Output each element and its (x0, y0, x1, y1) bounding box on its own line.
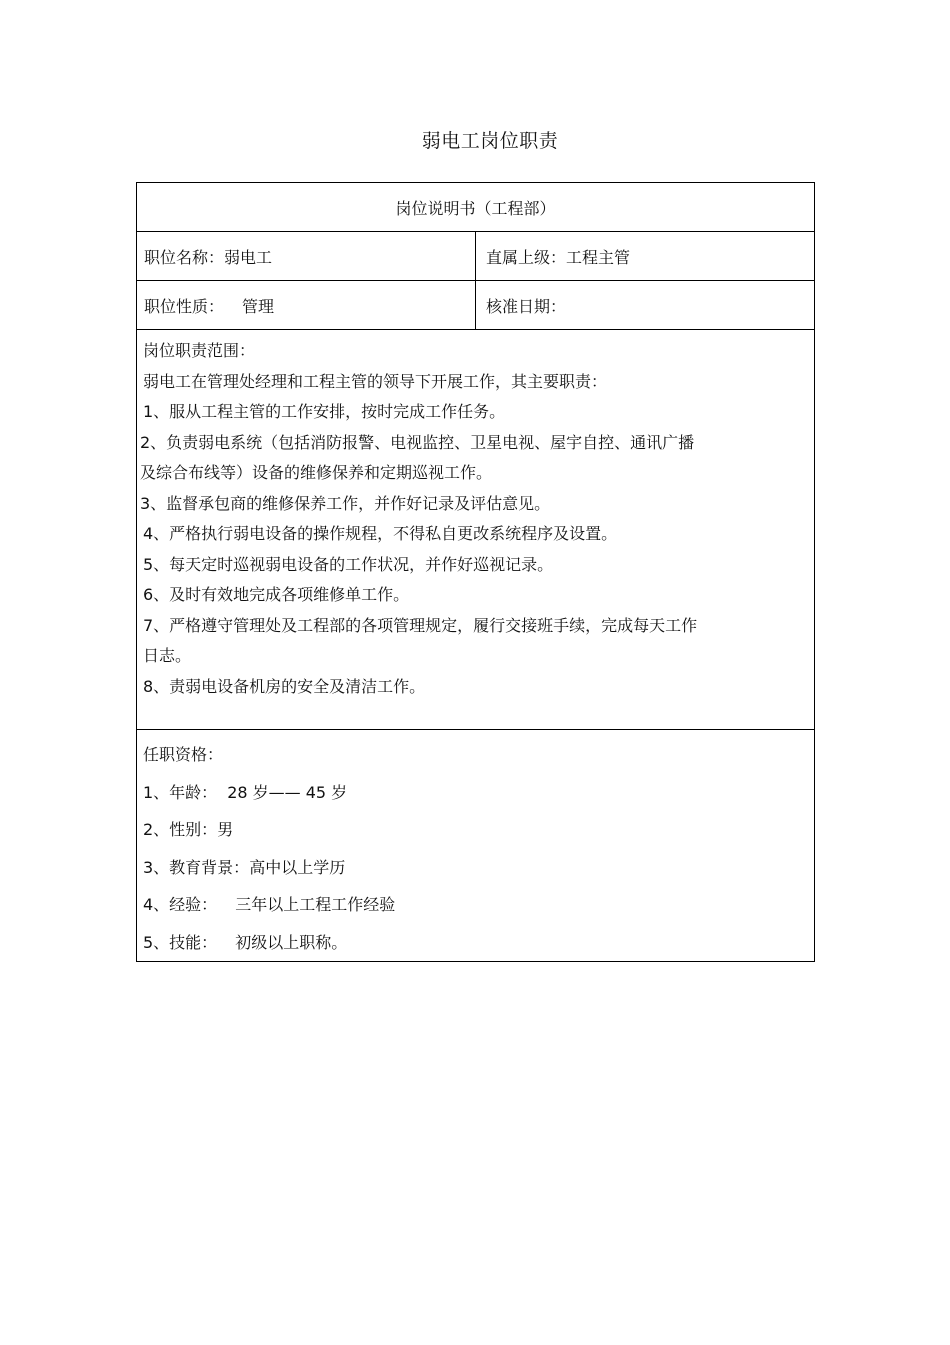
approval-date-cell (475, 281, 814, 330)
skill-value: 初级以上职称。 (235, 932, 348, 952)
qualification-education (143, 849, 807, 887)
qualification-age (143, 774, 807, 812)
supervisor-cell (475, 232, 814, 281)
duties-intro: 弱电工在管理处经理和工程主管的领导下开展工作，其主要职责： (143, 371, 608, 391)
position-name-cell (137, 232, 476, 281)
duty-item: 2、负责弱电系统（包括消防报警、电视监控、卫星电视、屋宇自控、通讯广播 (140, 432, 695, 452)
table-header-row (137, 183, 815, 232)
duty-item: 1、服从工程主管的工作安排，按时完成工作任务。 (143, 402, 506, 421)
supervisor-value: 工程主管 (566, 247, 631, 267)
duty-item: 3、监督承包商的维修保养工作，并作好记录及评估意见。 (140, 493, 551, 513)
qualification-skill (143, 924, 807, 962)
supervisor-label: 直属上级： (485, 247, 566, 267)
qualifications-cell (137, 730, 815, 962)
qualification-gender (143, 811, 807, 849)
table-header: 岗位说明书（工程部） (137, 183, 815, 232)
age-value: 28 岁—— 45 岁 (227, 782, 348, 802)
document-title: 弱电工岗位职责 (421, 130, 559, 152)
nature-cell (137, 281, 476, 330)
nature-label: 职位性质： (144, 296, 225, 316)
nature-value: 管理 (242, 296, 275, 316)
age-label: 1、年龄： (143, 782, 218, 802)
duties-heading: 岗位职责范围： (143, 341, 256, 360)
position-name-value: 弱电工 (224, 247, 273, 267)
job-description-table (136, 182, 815, 962)
duty-item: 7、严格遵守管理处及工程部的各项管理规定，履行交接班手续，完成每天工作 (143, 615, 698, 635)
duty-item: 4、严格执行弱电设备的操作规程，不得私自更改系统程序及设置。 (143, 524, 618, 543)
gender-label: 2、性别： (143, 820, 218, 839)
education-label: 3、教育背景： (143, 857, 250, 877)
duty-item: 6、及时有效地完成各项维修单工作。 (143, 585, 410, 604)
duty-item: 日志。 (143, 646, 192, 665)
duties-cell (137, 330, 815, 730)
qualifications-row (137, 730, 815, 962)
qualification-experience (143, 886, 807, 924)
duty-item: 8、责弱电设备机房的安全及清洁工作。 (143, 676, 426, 696)
skill-label: 5、技能： (143, 932, 218, 952)
qualifications-heading: 任职资格： (143, 745, 224, 764)
info-row-2 (137, 281, 815, 330)
info-row-1 (137, 232, 815, 281)
experience-value: 三年以上工程工作经验 (235, 895, 396, 914)
approval-date-label: 核准日期： (485, 296, 566, 316)
position-name-label: 职位名称： (144, 247, 225, 267)
duty-item: 及综合布线等）设备的维修保养和定期巡视工作。 (140, 463, 493, 482)
duty-item: 5、每天定时巡视弱电设备的工作状况，并作好巡视记录。 (143, 554, 554, 574)
education-value: 高中以上学历 (249, 857, 346, 877)
experience-label: 4、经验： (143, 895, 218, 914)
duties-row (137, 330, 815, 730)
gender-value: 男 (217, 820, 234, 839)
